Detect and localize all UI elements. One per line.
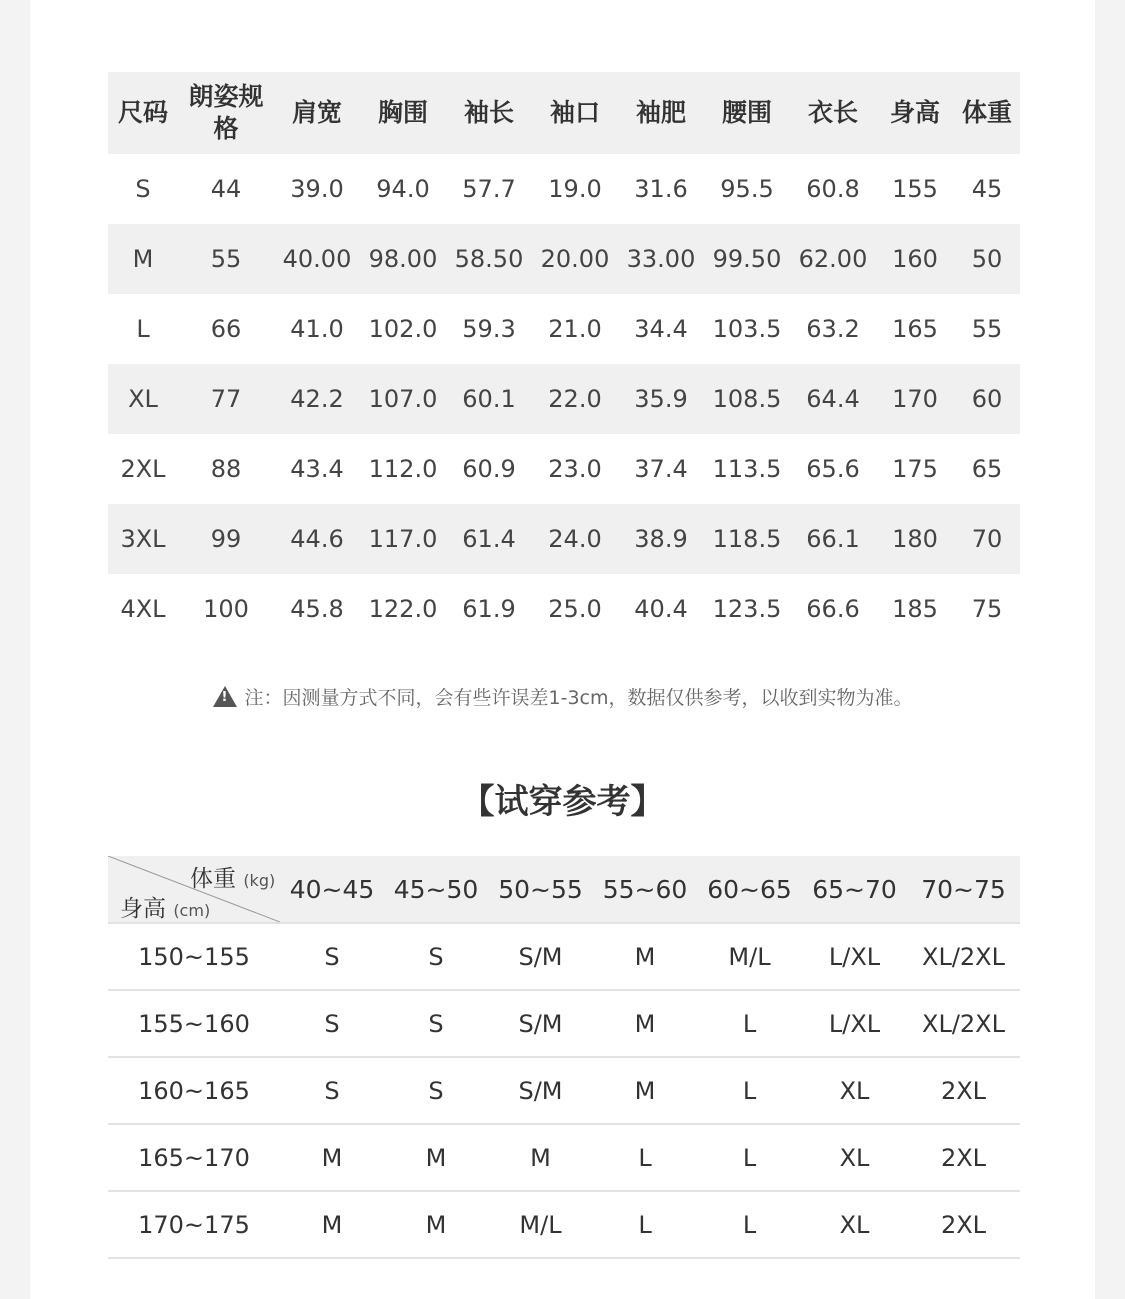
size-cell: 66.1	[806, 525, 860, 553]
size-column-header: 朗姿规格	[188, 81, 264, 143]
recommended-size-cell: L	[742, 1143, 757, 1172]
size-cell: 42.2	[290, 385, 344, 413]
size-cell: 24.0	[548, 525, 602, 553]
height-range-cell: 150~155	[138, 942, 250, 971]
size-cell: 62.00	[798, 245, 868, 273]
size-cell: 117.0	[368, 525, 438, 553]
height-unit: (cm)	[173, 901, 211, 920]
warning-icon	[213, 686, 237, 707]
size-cell: 31.6	[634, 175, 688, 203]
size-row	[108, 294, 1020, 364]
size-cell: 123.5	[712, 595, 782, 623]
size-cell: 61.4	[462, 525, 516, 553]
size-cell: 170	[892, 385, 938, 413]
size-cell: 34.4	[634, 315, 688, 343]
size-cell: 41.0	[290, 315, 344, 343]
recommended-size-cell: L	[742, 1210, 757, 1239]
size-cell: 35.9	[634, 385, 688, 413]
fit-table-header-row	[108, 856, 1020, 923]
size-cell: 61.9	[462, 595, 516, 623]
size-cell: 57.7	[462, 175, 516, 203]
size-cell: 40.00	[282, 245, 352, 273]
height-axis-label	[120, 890, 210, 922]
recommended-size-cell: XL/2XL	[922, 942, 1005, 971]
size-cell: 88	[210, 455, 242, 483]
height-range-cell: 155~160	[138, 1009, 250, 1038]
size-cell: L	[136, 315, 150, 343]
size-cell: 55	[210, 245, 242, 273]
size-cell: 20.00	[540, 245, 610, 273]
size-cell: 77	[210, 385, 242, 413]
size-cell: 64.4	[806, 385, 860, 413]
size-cell: 37.4	[634, 455, 688, 483]
size-cell: XL	[128, 385, 158, 413]
size-cell: 33.00	[626, 245, 696, 273]
size-cell: 102.0	[368, 315, 438, 343]
size-chart-body	[108, 154, 1020, 644]
recommended-size-cell: M	[321, 1143, 343, 1172]
recommended-size-cell: L	[638, 1210, 652, 1239]
recommended-size-cell: S	[428, 942, 444, 971]
size-column-header: 袖长	[463, 97, 514, 127]
recommended-size-cell: XL/2XL	[922, 1009, 1005, 1038]
recommended-size-cell: M	[634, 1009, 656, 1038]
recommended-size-cell: M	[321, 1210, 343, 1239]
size-cell: 99.50	[712, 245, 782, 273]
recommended-size-cell: M	[425, 1210, 447, 1239]
size-cell: 39.0	[290, 175, 344, 203]
recommended-size-cell: L/XL	[828, 942, 881, 971]
recommended-size-cell: L/XL	[828, 1009, 881, 1038]
size-cell: 60.1	[462, 385, 516, 413]
size-cell: 185	[892, 595, 938, 623]
size-cell: 60.9	[462, 455, 516, 483]
fit-row	[108, 990, 1020, 1057]
size-cell: 40.4	[634, 595, 688, 623]
size-cell: 70	[971, 525, 1003, 553]
size-cell: 99	[210, 525, 242, 553]
size-column-header: 袖口	[549, 97, 600, 127]
fit-row	[108, 923, 1020, 990]
size-cell: 55	[971, 315, 1003, 343]
weight-label: 体重	[190, 866, 236, 892]
height-range-cell: 170~175	[138, 1210, 250, 1239]
recommended-size-cell: 2XL	[940, 1210, 987, 1239]
size-cell: 45.8	[290, 595, 344, 623]
size-row	[108, 574, 1020, 644]
size-column-header: 肩宽	[291, 97, 342, 127]
recommended-size-cell: XL	[839, 1210, 870, 1239]
recommended-size-cell: S	[324, 1009, 340, 1038]
recommended-size-cell: S/M	[518, 1009, 563, 1038]
size-column-header: 袖肥	[635, 97, 686, 127]
size-column-header: 体重	[961, 97, 1012, 127]
size-cell: 43.4	[290, 455, 344, 483]
recommended-size-cell: S/M	[518, 1076, 563, 1105]
height-label: 身高	[120, 896, 166, 922]
fit-row	[108, 1124, 1020, 1191]
recommended-size-cell: XL	[839, 1143, 870, 1172]
size-row	[108, 504, 1020, 574]
fit-row	[108, 1057, 1020, 1124]
size-cell: 50	[971, 245, 1003, 273]
size-cell: 65	[971, 455, 1003, 483]
fit-row	[108, 1191, 1020, 1258]
recommended-size-cell: M	[634, 942, 656, 971]
size-cell: 75	[971, 595, 1003, 623]
weight-range-header: 50~55	[498, 874, 583, 904]
recommended-size-cell: S	[428, 1076, 444, 1105]
size-cell: 22.0	[548, 385, 602, 413]
size-cell: 94.0	[376, 175, 430, 203]
size-cell: 66.6	[806, 595, 860, 623]
fit-reference-title: 【试穿参考】	[460, 782, 665, 822]
size-cell: 21.0	[548, 315, 602, 343]
weight-range-header: 45~50	[393, 874, 479, 904]
size-row	[108, 364, 1020, 434]
recommended-size-cell: M	[530, 1143, 551, 1172]
size-cell: 59.3	[462, 315, 516, 343]
size-cell: 44	[210, 175, 242, 203]
recommended-size-cell: L	[742, 1009, 757, 1038]
recommended-size-cell: L	[638, 1143, 652, 1172]
weight-range-header: 70~75	[921, 874, 1006, 904]
size-cell: M	[132, 245, 154, 273]
size-cell: 4XL	[120, 595, 166, 623]
size-cell: 100	[203, 595, 249, 623]
recommended-size-cell: S	[428, 1009, 444, 1038]
size-cell: 66	[210, 315, 242, 343]
size-chart-table	[108, 72, 1020, 644]
recommended-size-cell: L	[742, 1076, 757, 1105]
measurement-note	[30, 683, 1095, 710]
height-range-cell: 165~170	[138, 1143, 250, 1172]
size-cell: 108.5	[712, 385, 782, 413]
size-cell: 58.50	[454, 245, 524, 273]
size-column-header: 衣长	[807, 97, 858, 127]
size-cell: 112.0	[368, 455, 438, 483]
recommended-size-cell: S	[324, 942, 340, 971]
weight-axis-label	[190, 860, 275, 893]
size-cell: 3XL	[120, 525, 166, 553]
size-column-header: 身高	[889, 97, 940, 127]
weight-range-header: 60~65	[707, 874, 792, 904]
fit-table-body	[108, 923, 1020, 1258]
size-column-header: 腰围	[721, 97, 772, 127]
recommended-size-cell: M/L	[519, 1210, 562, 1239]
recommended-size-cell: S	[324, 1076, 340, 1105]
recommended-size-cell: XL	[839, 1076, 870, 1105]
recommended-size-cell: 2XL	[940, 1143, 987, 1172]
size-cell: 113.5	[712, 455, 782, 483]
size-cell: 23.0	[548, 455, 602, 483]
size-column-header: 胸围	[377, 97, 428, 127]
size-row	[108, 224, 1020, 294]
size-chart-header-row	[108, 72, 1020, 154]
page	[30, 0, 1095, 1299]
recommended-size-cell: M	[634, 1076, 656, 1105]
size-cell: 60	[971, 385, 1003, 413]
height-range-cell: 160~165	[138, 1076, 250, 1105]
size-cell: 107.0	[368, 385, 438, 413]
size-cell: 2XL	[120, 455, 166, 483]
size-cell: 103.5	[712, 315, 782, 343]
size-cell: 38.9	[634, 525, 688, 553]
size-cell: 98.00	[368, 245, 438, 273]
size-cell: 44.6	[290, 525, 344, 553]
size-cell: 160	[892, 245, 938, 273]
size-cell: 122.0	[368, 595, 438, 623]
size-cell: 95.5	[720, 175, 774, 203]
size-column-header: 尺码	[117, 97, 168, 127]
size-cell: 118.5	[712, 525, 782, 553]
note-text: 注：因测量方式不同，会有些许误差1-3cm，数据仅供参考，以收到实物为准。	[244, 687, 913, 709]
size-cell: 25.0	[548, 595, 602, 623]
size-cell: 63.2	[806, 315, 860, 343]
size-cell: S	[135, 175, 151, 203]
size-row	[108, 434, 1020, 504]
size-cell: 180	[892, 525, 938, 553]
size-cell: 19.0	[548, 175, 602, 203]
size-cell: 45	[971, 175, 1003, 203]
size-cell: 65.6	[806, 455, 860, 483]
weight-range-header: 55~60	[602, 874, 688, 904]
size-cell: 155	[892, 175, 938, 203]
fit-table-corner-cell	[108, 856, 280, 923]
size-row	[108, 154, 1020, 224]
fit-reference-table	[108, 856, 1020, 1259]
recommended-size-cell: M	[425, 1143, 447, 1172]
weight-range-header: 65~70	[812, 874, 897, 904]
size-cell: 175	[892, 455, 938, 483]
size-cell: 60.8	[806, 175, 860, 203]
recommended-size-cell: M/L	[728, 942, 771, 971]
recommended-size-cell: 2XL	[940, 1076, 987, 1105]
weight-range-header: 40~45	[289, 874, 375, 904]
weight-unit: (kg)	[243, 871, 276, 890]
size-cell: 165	[892, 315, 938, 343]
recommended-size-cell: S/M	[518, 942, 563, 971]
